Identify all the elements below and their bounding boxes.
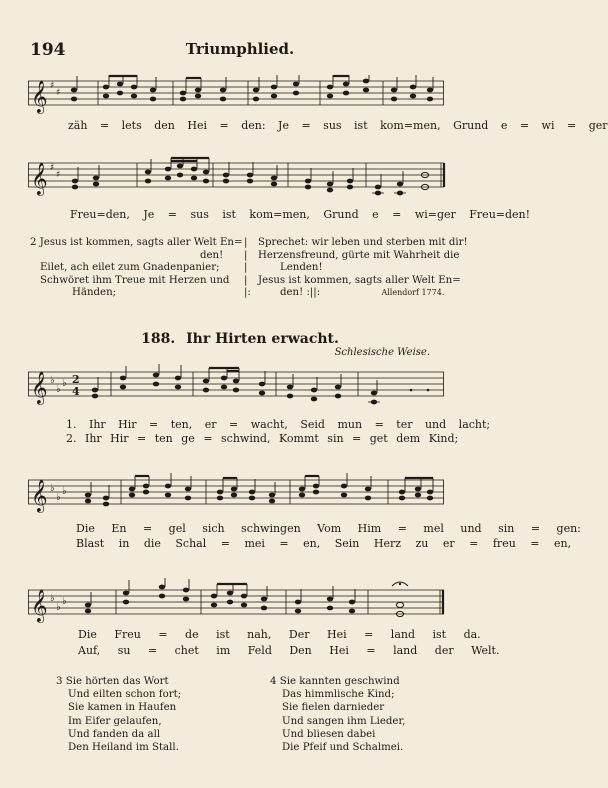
- svg-text:♭: ♭: [56, 384, 61, 395]
- song2-verse3: 3 Sie hörten das Wort Und eilten schon fort; Sie kamen in Haufen Im Eifer gelaufen, Und fanden da all Den Heiland im Stall.: [56, 676, 182, 754]
- svg-text:♭: ♭: [62, 596, 67, 607]
- svg-text:♭: ♭: [50, 483, 55, 494]
- svg-text:♭: ♭: [56, 492, 61, 503]
- page-number: 194: [30, 40, 66, 60]
- song1-line2-lyrics: Freu=den, Je = sus ist kom=men, Grund e = wi=ger Freu=den!: [70, 208, 531, 221]
- song2-line2-verse1: Die En = gel sich schwingen Vom Him = mel und sin = gen:: [76, 522, 581, 535]
- svg-text:♭: ♭: [50, 375, 55, 386]
- song2-line3-verse2: Auf, su = chet im Feld Den Hei = land der Welt.: [78, 644, 500, 657]
- song1-line1-lyrics: zäh = lets den Hei = den: Je = sus ist kom=men, Grund e = wi = ger: [68, 119, 608, 132]
- song1-verse2-left: 2 Jesus ist kommen, sagts aller Welt En= den! Eilet, ach eilet zum Gnadenpanier; Schwöret ihm Treue mit Herzen und Händen;: [30, 237, 243, 299]
- music-staff-song2-line2: [28, 472, 448, 512]
- svg-text:♭: ♭: [56, 602, 61, 613]
- svg-text:♯: ♯: [56, 170, 61, 180]
- svg-text:𝄞: 𝄞: [31, 589, 48, 622]
- svg-text:2: 2: [72, 373, 80, 386]
- svg-text:♯: ♯: [50, 163, 55, 173]
- verse-separator: | | | | |:: [244, 237, 251, 299]
- song1-verse2-right: Sprechet: wir leben und sterben mit dir! Herzensfreund, gürte mit Wahrheit die Lenden! Jesus ist kommen, sagts aller Welt En= den! :||: Allendorf 1774.: [258, 237, 468, 299]
- svg-text:♭: ♭: [62, 486, 67, 497]
- song-heading: [0, 331, 480, 347]
- song-title: Ihr Hirten erwacht.: [186, 331, 339, 347]
- music-staff-song1-line1: [28, 75, 448, 115]
- svg-text:𝄞: 𝄞: [31, 162, 48, 195]
- svg-text:4: 4: [72, 385, 80, 398]
- song2-verse4: 4 Sie kannten geschwind Das himmlische Kind; Sie fielen darnieder Und sangen ihm Lieder, Und bliesen dabei Die Pfeif und Schalmei.: [270, 676, 406, 754]
- music-staff-song1-line2: [28, 157, 448, 203]
- svg-text:♭: ♭: [50, 593, 55, 604]
- song2-line1-verse2: 2. Ihr Hir = ten ge = schwind, Kommt sin = get dem Kind;: [66, 432, 459, 445]
- running-title: Triumphlied.: [185, 40, 295, 58]
- svg-text:♯: ♯: [50, 81, 55, 91]
- song2-line3-verse1: Die Freu = de ist nah, Der Hei = land ist da.: [78, 628, 481, 641]
- music-staff-song2-line3: [28, 578, 448, 622]
- svg-text:♯: ♯: [56, 88, 61, 98]
- author-credit: Allendorf 1774.: [381, 288, 445, 298]
- svg-text:𝄞: 𝄞: [31, 371, 48, 404]
- tune-name: Schlesische Weise.: [334, 347, 430, 358]
- song2-line1-verse1: 1. Ihr Hir = ten, er = wacht, Seid mun = ter und lacht;: [66, 418, 491, 431]
- song-number: 188.: [141, 331, 176, 347]
- svg-text:𝄞: 𝄞: [31, 80, 48, 113]
- svg-text:♭: ♭: [62, 378, 67, 389]
- svg-text:𝄞: 𝄞: [31, 479, 48, 512]
- song2-line2-verse2: Blast in die Schal = mei = en, Sein Herz zu er = freu = en,: [76, 537, 572, 550]
- music-staff-song2-line1: [28, 364, 448, 410]
